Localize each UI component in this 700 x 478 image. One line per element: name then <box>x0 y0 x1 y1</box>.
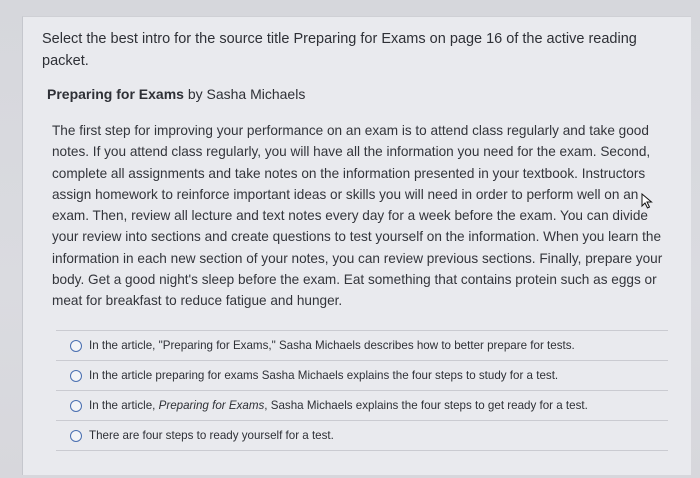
answer-option-3[interactable] <box>56 390 668 420</box>
answer-option-italic-title: Preparing for Exams <box>158 399 265 412</box>
answer-option-label-part: In the article, <box>89 399 159 412</box>
source-title: Preparing for Exams <box>47 86 184 102</box>
source-heading <box>47 86 305 102</box>
answer-option-2[interactable] <box>56 360 668 390</box>
answer-option-4[interactable] <box>56 420 668 451</box>
reading-passage: The first step for improving your performance on an exam is to attend class regularly and take good notes. If you attend class regularly, you will have all the information you need for the exam. Second, complete all assignments and take notes on the information presented in your textbook. Instructors assign homework to reinforce important ideas or skills you will need in order to perform well on an exam. Then, review all lecture and text notes every day for a week before the exam. You can divide your review into sections and create questions to test yourself on the information. When you learn the information in each new section of your notes, you can review previous sections. Finally, prepare your body. Get a good night's sleep before the exam. Eat something that contains protein such as eggs or meat for breakfast to reduce fatigue and hunger. <box>52 123 663 309</box>
answer-option-label: In the article, "Preparing for Exams," Sasha Michaels describes how to better prepare for tests. <box>89 339 575 352</box>
answer-option-label-part: , Sasha Michaels explains the four steps to get ready for a test. <box>264 399 588 412</box>
answer-option-1[interactable] <box>56 330 668 360</box>
answer-option-label: In the article preparing for exams Sasha Michaels explains the four steps to study for a test. <box>89 369 559 382</box>
radio-unselected-icon[interactable] <box>70 340 82 352</box>
radio-unselected-icon[interactable] <box>70 370 82 382</box>
radio-unselected-icon[interactable] <box>70 400 82 412</box>
answer-option-label <box>89 399 588 412</box>
radio-unselected-icon[interactable] <box>70 430 82 442</box>
answer-options <box>56 330 668 451</box>
answer-option-label: There are four steps to ready yourself for a test. <box>89 429 334 442</box>
question-prompt: Select the best intro for the source title Preparing for Exams on page 16 of the active reading packet. <box>42 31 637 69</box>
source-author: by Sasha Michaels <box>187 86 306 102</box>
mouse-pointer-icon <box>641 193 653 209</box>
